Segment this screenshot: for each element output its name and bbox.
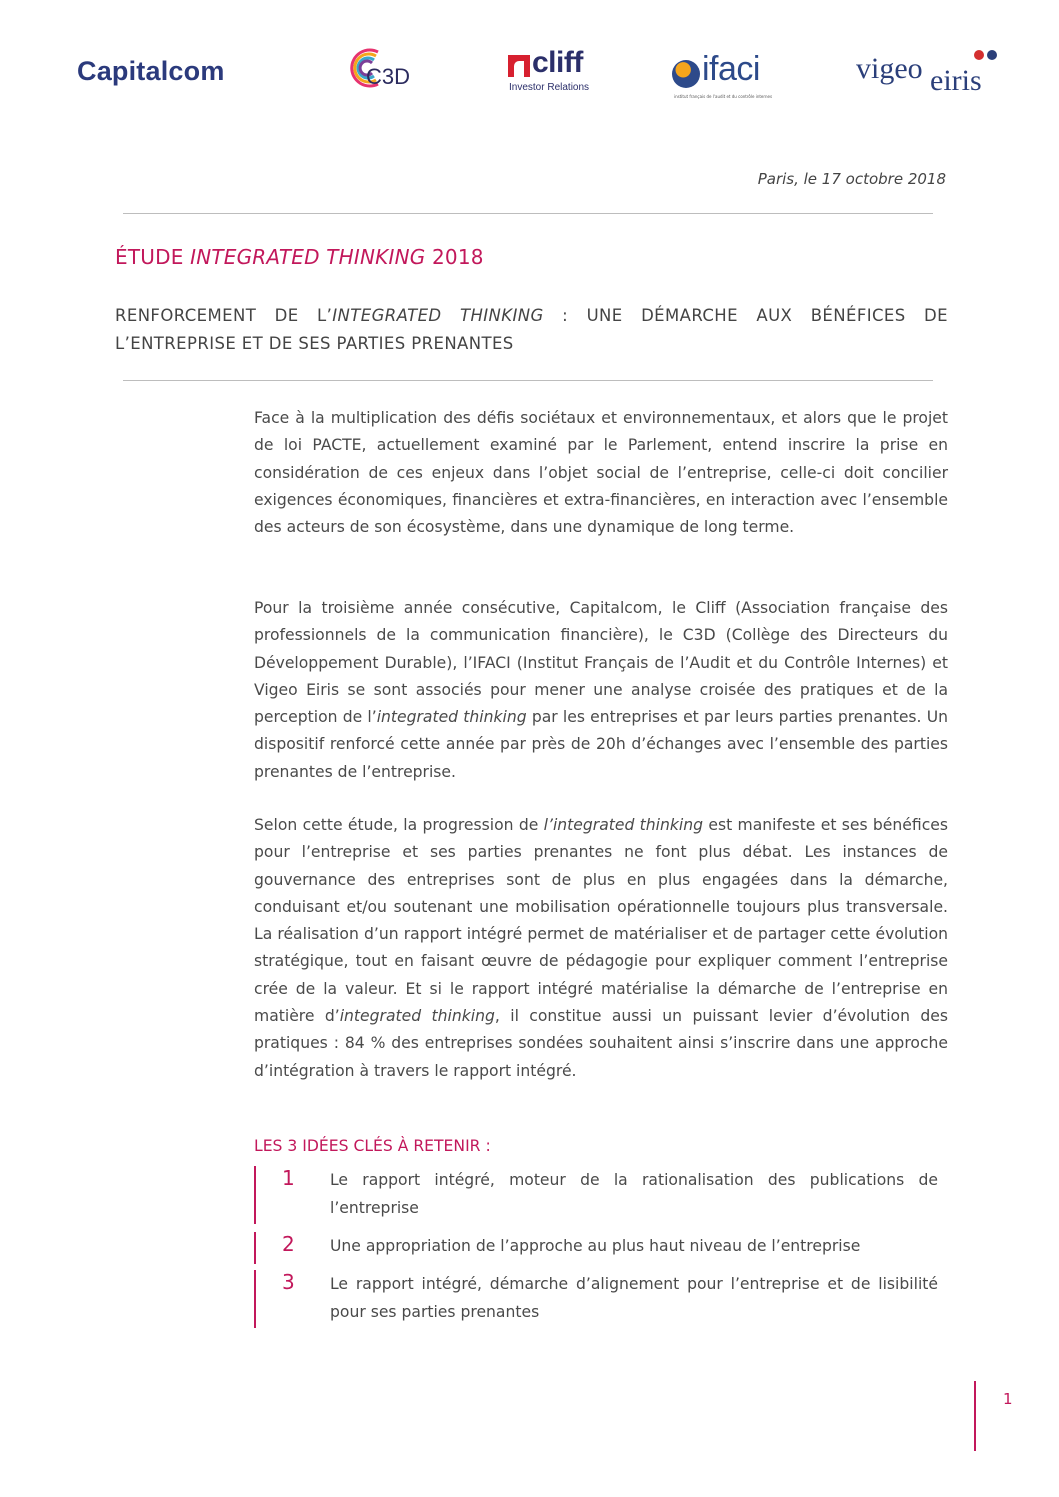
divider-bottom [123, 380, 933, 381]
key-idea-item [254, 1166, 938, 1224]
ifaci-logo-text: ifaci [702, 50, 760, 88]
cliff-logo-subtitle: Investor Relations [509, 82, 590, 93]
c3d-logo [348, 44, 412, 100]
key-idea-text: Le rapport intégré, moteur de la rationalisation des publications de l’entreprise [330, 1171, 938, 1217]
blue-dot-icon [987, 50, 997, 60]
p3-text-b: est manifeste et ses bénéfices pour l’entreprise et ses parties prenantes ne font plus débat. Les instances de gouvernance des entreprises sont de plus en plus engagées dans la démarche, conduisant et/ou soutenant une mobilisation opérationnelle toujours plus transversale. La réalisation d’un rapport intégré permet de matérialiser et de partager cette évolution stratégique, tout en faisant œuvre de pédagogie pour expliquer comment l’entreprise crée de la valeur. Et si le rapport intégré matérialise la démarche de l’entreprise en matière d’ [254, 816, 948, 1026]
key-idea-number: 2 [282, 1232, 295, 1256]
p3-italic-2: integrated thinking [339, 1007, 495, 1026]
subtitle-part2: : UNE DÉMARCHE AUX BÉNÉFICES DE L’ENTREPRISE ET DE SES PARTIES PRENANTES [115, 306, 948, 353]
ifaci-globe-icon [672, 60, 700, 88]
key-idea-bar [254, 1270, 256, 1328]
key-idea-bar [254, 1166, 256, 1224]
key-ideas-heading: LES 3 IDÉES CLÉS À RETENIR : [254, 1137, 491, 1155]
paragraph-findings [254, 812, 948, 1085]
title-part1: ÉTUDE [115, 245, 191, 269]
paragraph-partners [254, 595, 948, 786]
key-idea-bar [254, 1232, 256, 1264]
p2-italic: integrated thinking [376, 708, 527, 727]
document-title [115, 245, 484, 269]
cliff-logo [508, 46, 594, 98]
eiris-logo-text: eiris [930, 64, 982, 97]
subtitle-part1: RENFORCEMENT DE L’ [115, 306, 333, 325]
p3-italic-1: l’integrated thinking [543, 816, 704, 834]
title-italic: INTEGRATED THINKING [190, 245, 426, 269]
key-idea-number: 1 [282, 1166, 295, 1190]
key-idea-item [254, 1270, 938, 1328]
cliff-logo-text: cliff [532, 46, 583, 79]
page-number-bar [974, 1381, 976, 1451]
capitalcom-logo: Capitalcom [77, 56, 225, 86]
key-idea-item [254, 1232, 938, 1264]
title-part2: 2018 [425, 245, 484, 269]
c3d-logo-text: C3D [366, 64, 411, 89]
page-number: 1 [1003, 1390, 1013, 1408]
red-dot-icon [974, 50, 984, 60]
key-idea-text: Une appropriation de l’approche au plus haut niveau de l’entreprise [330, 1237, 861, 1255]
ifaci-logo [672, 50, 778, 104]
vigeo-logo-text: vigeo [856, 52, 923, 85]
p2-text-b: par les entreprises et par leurs parties prenantes. Un dispositif renforcé cette année par près de 20h d’échanges avec l’ensemble des parties prenantes de l’entreprise. [254, 708, 948, 781]
p3-text-c: , il constitue aussi un puissant levier d’évolution des pratiques : 84 % des entreprises sondées souhaitent ainsi s’inscrire dans une approche d’intégration à travers le rapport intégré. [254, 1007, 948, 1080]
document-subtitle [115, 302, 948, 358]
subtitle-italic: INTEGRATED THINKING [332, 306, 544, 325]
paragraph-intro: Face à la multiplication des défis sociétaux et environnementaux, et alors que le projet de loi PACTE, actuellement examiné par le Parlement, entend inscrire la prise en considération de ces enjeux dans l’objet social de l’entreprise, celle-ci doit concilier exigences économiques, financières et extra-financières, en interaction avec l’ensemble des acteurs de son écosystème, dans une dynamique de long terme. [254, 409, 948, 537]
key-idea-number: 3 [282, 1270, 295, 1294]
vigeo-eiris-logo [856, 48, 998, 104]
partner-logos [0, 44, 1059, 114]
document-date: Paris, le 17 octobre 2018 [757, 170, 946, 188]
ifaci-logo-subtitle: institut français de l'audit et du contrôle internes [674, 94, 773, 99]
p2-text-a: Pour la troisième année consécutive, Capitalcom, le Cliff (Association française des professionnels de la communication financière), le C3D (Collège des Directeurs du Développement Durable), l’IFACI (Institut Français de l’Audit et du Contrôle Internes) et Vigeo Eiris se sont associés pour mener une analyse croisée des pratiques et de la perception de l’ [254, 599, 948, 727]
p3-text-a: Selon cette étude, la progression de [254, 816, 544, 834]
cliff-mark-icon [508, 55, 530, 77]
divider-top [123, 213, 933, 214]
key-idea-text: Le rapport intégré, démarche d’alignement pour l’entreprise et de lisibilité pour ses parties prenantes [330, 1275, 938, 1321]
